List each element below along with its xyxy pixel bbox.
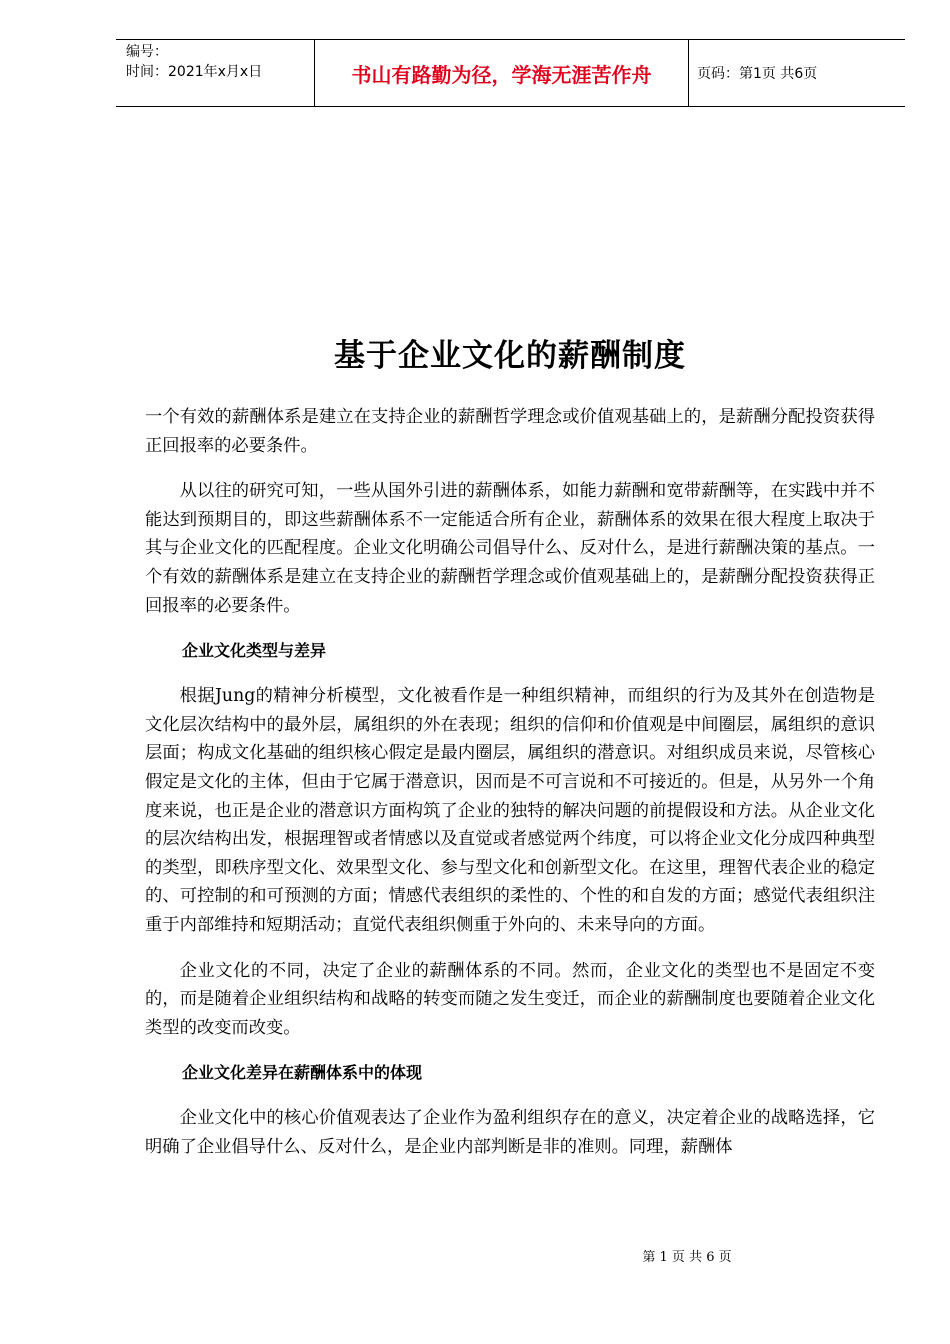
- paragraph: 一个有效的薪酬体系是建立在支持企业的薪酬哲学理念或价值观基础上的，是薪酬分配投资获得正回报率的必要条件。: [145, 407, 875, 456]
- page-header: [116, 39, 905, 107]
- paragraph: 企业文化中的核心价值观表达了企业作为盈利组织存在的意义，决定着企业的战略选择，它明确了企业倡导什么、反对什么，是企业内部判断是非的准则。同理，薪酬体: [145, 1108, 875, 1157]
- header-motto: 书山有路勤为径，学海无涯苦作舟: [315, 40, 689, 106]
- document-title: 基于企业文化的薪酬制度: [334, 338, 686, 374]
- section-heading: 企业文化差异在薪酬体系中的体现: [182, 1063, 423, 1083]
- header-meta: [116, 40, 315, 106]
- document-number-label: 编号：: [126, 44, 168, 60]
- paragraph: 企业文化的不同，决定了企业的薪酬体系的不同。然而，企业文化的类型也不是固定不变的，而是随着企业组织结构和战略的转变而随之发生变迁，而企业的薪酬制度也要随着企业文化类型的改变而改变。: [145, 960, 875, 1038]
- page-footer: 第 1 页 共 6 页: [642, 1250, 732, 1265]
- header-page-label: 页码：第1页 共6页: [697, 66, 818, 82]
- document-body: [145, 403, 875, 1178]
- paragraph: 从以往的研究可知，一些从国外引进的薪酬体系，如能力薪酬和宽带薪酬等，在实践中并不能达到预期目的，即这些薪酬体系不一定能适合所有企业，薪酬体系的效果在很大程度上取决于其与企业文化的匹配程度。企业文化明确公司倡导什么、反对什么，是进行薪酬决策的基点。一个有效的薪酬体系是建立在支持企业的薪酬哲学理念或价值观基础上的，是薪酬分配投资获得正回报率的必要条件。: [145, 481, 875, 616]
- section-heading: 企业文化类型与差异: [182, 641, 327, 661]
- paragraph: 根据Jung的精神分析模型，文化被看作是一种组织精神，而组织的行为及其外在创造物是文化层次结构中的最外层，属组织的外在表现；组织的信仰和价值观是中间圈层，属组织的意识层面；构成文化基础的组织核心假定是最内圈层，属组织的潜意识。对组织成员来说，尽管核心假定是文化的主体，但由于它属于潜意识，因而是不可言说和不可接近的。但是，从另外一个角度来说，也正是企业的潜意识方面构筑了企业的独特的解决问题的前提假设和方法。从企业文化的层次结构出发，根据理智或者情感以及直觉或者感觉两个纬度，可以将企业文化分成四种典型的类型，即秩序型文化、效果型文化、参与型文化和创新型文化。在这里，理智代表企业的稳定的、可控制的和可预测的方面；情感代表组织的柔性的、个性的和自发的方面；感觉代表组织注重于内部维持和短期活动；直觉代表组织侧重于外向的、未来导向的方面。: [145, 686, 875, 935]
- document-date-label: 时间：2021年x月x日: [126, 64, 263, 80]
